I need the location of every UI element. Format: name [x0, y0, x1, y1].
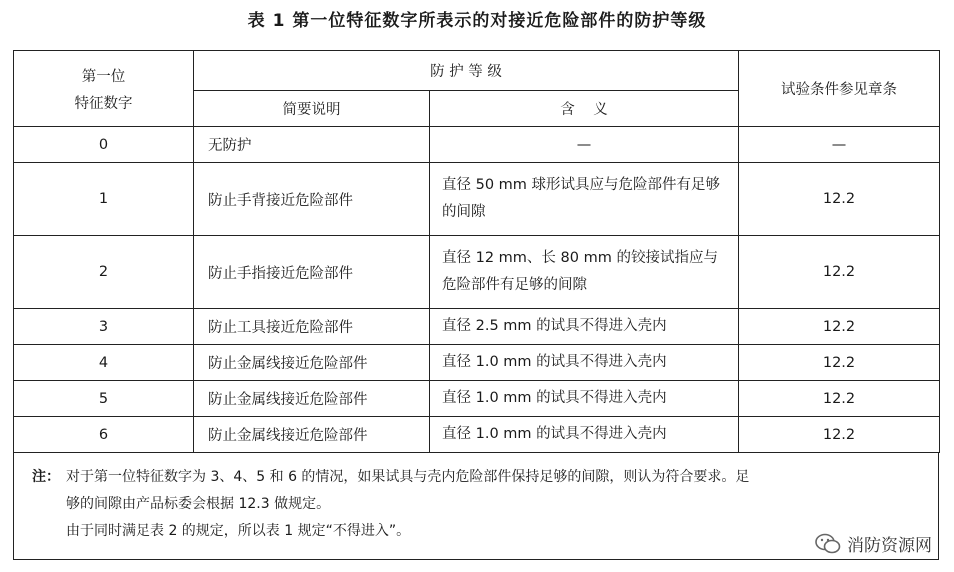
cell-section: 12.2: [739, 309, 940, 345]
note-line-1: 对于第一位特征数字为 3、4、5 和 6 的情况，如果试具与壳内危险部件保持足够的间隙，则认为符合要求。足: [66, 469, 750, 485]
cell-meaning: 直径 1.0 mm 的试具不得进入壳内: [430, 417, 739, 453]
cell-section: 12.2: [739, 381, 940, 417]
watermark: [815, 531, 932, 556]
note-line-2: 够的间隙由产品标委会根据 12.3 做规定。: [66, 496, 331, 512]
cell-meaning: 直径 1.0 mm 的试具不得进入壳内: [430, 381, 739, 417]
cell-brief: 防止手指接近危险部件: [194, 236, 430, 309]
cell-meaning: 直径 12 mm、长 80 mm 的铰接试指应与危险部件有足够的间隙: [430, 236, 739, 309]
cell-brief: 防止手背接近危险部件: [194, 163, 430, 236]
cell-digit: 1: [14, 163, 194, 236]
header-meaning: 含 义: [430, 91, 739, 127]
header-digit: [14, 51, 194, 127]
note-line-3: 由于同时满足表 2 的规定，所以表 1 规定“不得进入”。: [66, 523, 411, 539]
table-note: [13, 452, 939, 560]
note-label: 注：: [32, 469, 60, 485]
cell-brief: 防止金属线接近危险部件: [194, 345, 430, 381]
table-title: 表 1 第一位特征数字所表示的对接近危险部件的防护等级: [247, 11, 707, 31]
cell-section: 12.2: [739, 236, 940, 309]
cell-section: 12.2: [739, 345, 940, 381]
cell-brief: 防止工具接近危险部件: [194, 309, 430, 345]
watermark-text: 消防资源网: [847, 536, 932, 556]
cell-digit: 0: [14, 127, 194, 163]
table-row: [14, 127, 940, 163]
cell-digit: 6: [14, 417, 194, 453]
cell-section: —: [739, 127, 940, 163]
protection-table: [13, 50, 940, 453]
cell-digit: 4: [14, 345, 194, 381]
table-row: [14, 345, 940, 381]
cell-meaning: 直径 50 mm 球形试具应与危险部件有足够的间隙: [430, 163, 739, 236]
header-protection: 防 护 等 级: [194, 51, 739, 91]
table-row: [14, 417, 940, 453]
cell-meaning: 直径 1.0 mm 的试具不得进入壳内: [430, 345, 739, 381]
cell-brief: 防止金属线接近危险部件: [194, 381, 430, 417]
header-test: 试验条件参见章条: [739, 51, 940, 127]
header-digit-line1: 第一位: [81, 68, 126, 85]
cell-digit: 3: [14, 309, 194, 345]
cell-section: 12.2: [739, 163, 940, 236]
cell-brief: 无防护: [194, 127, 430, 163]
header-digit-line2: 特征数字: [74, 95, 133, 112]
protection-table-wrapper: [13, 50, 939, 453]
cell-brief: 防止金属线接近危险部件: [194, 417, 430, 453]
table-row: [14, 381, 940, 417]
table-row: [14, 163, 940, 236]
wechat-icon: [815, 533, 841, 555]
header-brief: 简要说明: [194, 91, 430, 127]
cell-meaning: —: [430, 127, 739, 163]
cell-meaning: 直径 2.5 mm 的试具不得进入壳内: [430, 309, 739, 345]
table-row: [14, 309, 940, 345]
cell-digit: 2: [14, 236, 194, 309]
table-row: [14, 236, 940, 309]
cell-digit: 5: [14, 381, 194, 417]
cell-section: 12.2: [739, 417, 940, 453]
